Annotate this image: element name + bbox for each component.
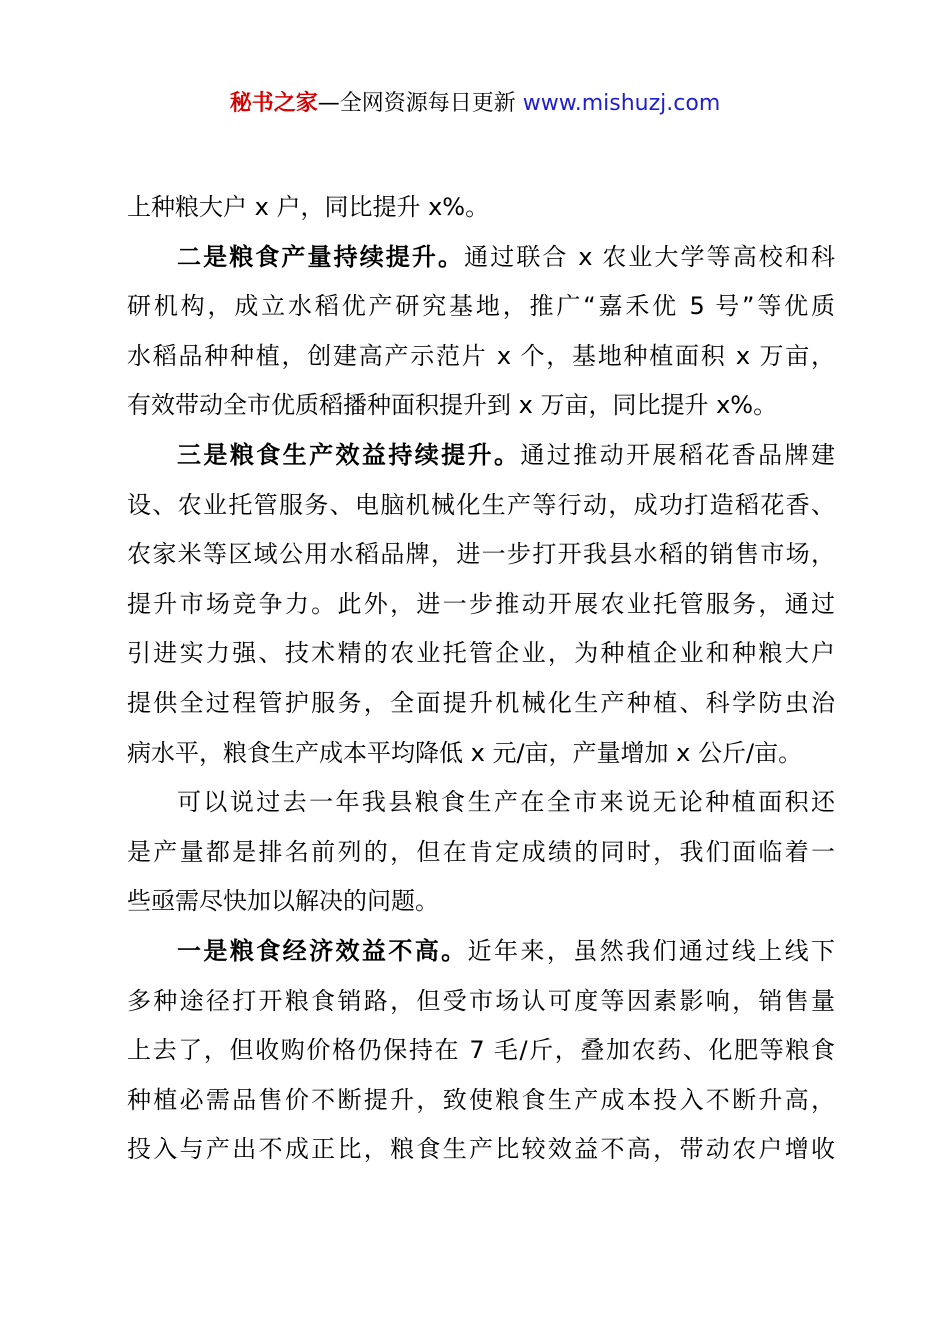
text-line: 引进实力强、技术精的农业托管企业，为种植企业和种粮大户 (127, 639, 835, 668)
page-header (0, 86, 950, 122)
text-line: 病水平，粮食生产成本平均降低 x 元/亩，产量增加 x 公斤/亩。 (127, 738, 803, 767)
document-body (127, 183, 835, 1175)
text-line: 有效带动全市优质稻播种面积提升到 x 万亩，同比提升 x%。 (127, 391, 778, 420)
text-line: 上去了，但收购价格仍保持在 7 毛/斤，叠加农药、化肥等粮食 (127, 1036, 835, 1065)
text-line: 设、农业托管服务、电脑机械化生产等行动，成功打造稻花香、 (127, 490, 835, 519)
paragraph-heading: 二是粮食产量持续提升。 (177, 242, 465, 271)
text-line: 提升市场竞争力。此外，进一步推动开展农业托管服务，通过 (127, 589, 835, 618)
header-slogan: —全网资源每日更新 (317, 91, 523, 116)
paragraph-heading: 三是粮食生产效益持续提升。 (177, 440, 521, 469)
text-line: 种植必需品售价不断提升，致使粮食生产成本投入不断升高， (127, 1085, 835, 1114)
text-line: 是产量都是排名前列的，但在肯定成绩的同时，我们面临着一 (127, 837, 835, 866)
text-line: 提供全过程管护服务，全面提升机械化生产种植、科学防虫治 (127, 688, 835, 717)
text-line: 上种粮大户 x 户，同比提升 x%。 (127, 193, 490, 221)
text-line: 可以说过去一年我县粮食生产在全市来说无论种植面积还 (177, 788, 835, 817)
brand-name: 秘书之家 (229, 91, 318, 116)
text-line: 研机构，成立水稻优产研究基地，推广“嘉禾优 5 号”等优质 (127, 292, 835, 321)
text-line: 农家米等区域公用水稻品牌，进一步打开我县水稻的销售市场， (127, 540, 835, 569)
text-line: 多种途径打开粮食销路，但受市场认可度等因素影响，销售量 (127, 986, 835, 1015)
text-line: 二是粮食产量持续提升。通过联合 x 农业大学等高校和科 (177, 242, 836, 271)
text-line: 水稻品种种植，创建高产示范片 x 个，基地种植面积 x 万亩， (127, 341, 835, 370)
paragraph-heading: 一是粮食经济效益不高。 (177, 936, 468, 965)
text-line: 些亟需尽快加以解决的问题。 (127, 887, 439, 916)
text-line: 一是粮食经济效益不高。近年来，虽然我们通过线上线下 (177, 936, 836, 965)
text-line: 三是粮食生产效益持续提升。通过推动开展稻花香品牌建 (177, 440, 836, 469)
site-url-link[interactable]: www.mishuzj.com (522, 91, 721, 116)
text-line: 投入与产出不成正比，粮食生产比较效益不高，带动农户增收 (127, 1135, 835, 1164)
